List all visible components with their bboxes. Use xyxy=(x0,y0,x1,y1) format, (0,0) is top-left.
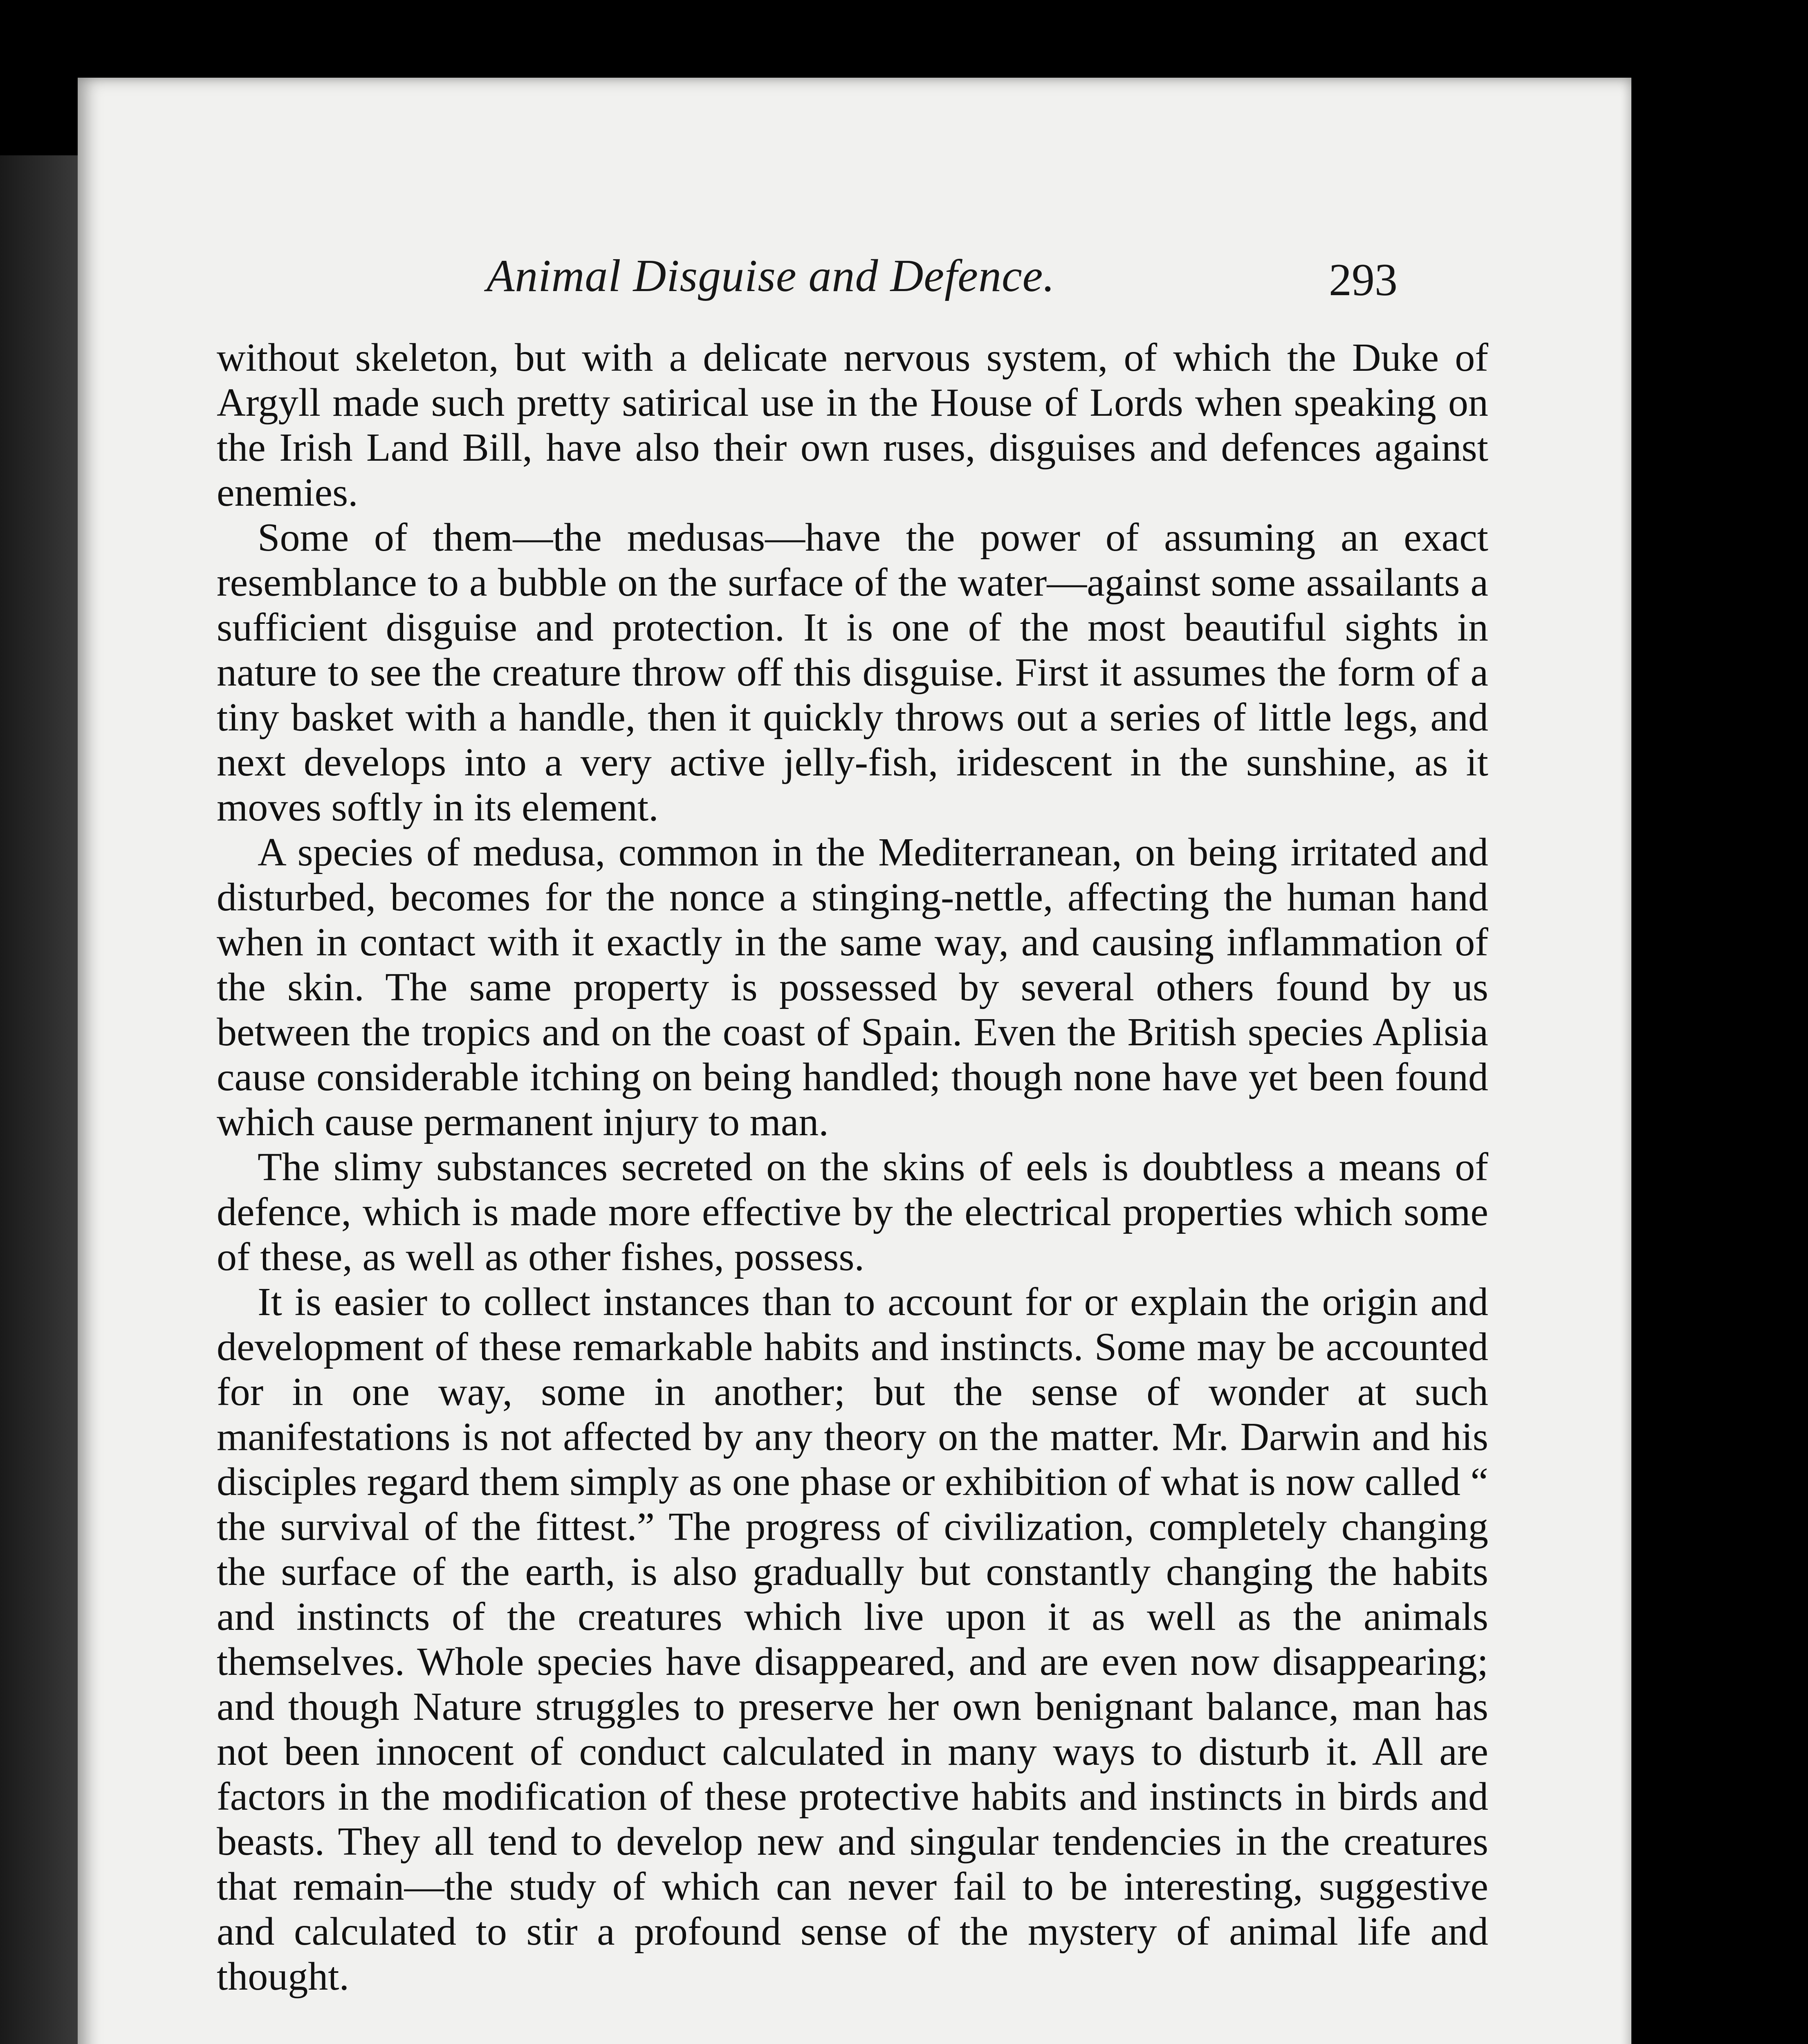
page-number: 293 xyxy=(1329,255,1397,305)
paragraph-1: without skeleton, but with a delicate nervous system, of which the Duke of Argyll made such pretty satirical use in the House of Lords when speaking on the Irish Land Bill, have also their own ruses, disguises and defences against enemies. xyxy=(217,336,1488,515)
previous-page-edge xyxy=(0,155,78,2044)
running-head xyxy=(78,241,1631,311)
paragraph-2: Some of them—the medusas—have the power of assuming an exact resemblance to a bubble on the surface of the water—against some assailants a sufficient disguise and protection. It is one of the most beautiful sights in nature to see the creature throw off this disguise. First it assumes the form of a tiny basket with a handle, then it quickly throws out a series of little legs, and next develops into a very active jelly-fish, iridescent in the sunshine, as it moves softly in its element. xyxy=(217,515,1488,829)
body-text xyxy=(217,335,1488,1999)
running-title: Animal Disguise and Defence. xyxy=(487,251,1055,301)
book-page xyxy=(78,78,1631,2044)
paragraph-5: It is easier to collect instances than to account for or explain the origin and development of these remarkable habits and instincts. Some may be accounted for in one way, some in another; but the sense of wonder at such manifestations is not affected by any theory on the matter. Mr. Darwin and his disciples regard them simply as one phase or exhibition of what is now called “ the survival of the fittest.” The progress of civilization, completely changing the surface of the earth, is also gradually but constantly changing the habits and instincts of the creatures which live upon it as well as the animals themselves. Whole species have disappeared, and are even now disappearing; and though Nature struggles to preserve her own benignant balance, man has not been innocent of conduct calculated in many ways to disturb it. All are factors in the modification of these protective habits and instincts in birds and beasts. They all tend to develop new and singular tendencies in the creatures that remain—the study of which can never fail to be interesting, suggestive and calculated to stir a profound sense of the mystery of animal life and thought. xyxy=(217,1280,1488,1999)
paragraph-4: The slimy substances secreted on the skins of eels is doubtless a means of defence, which is made more effective by the electrical properties which some of these, as well as other fishes, possess. xyxy=(217,1145,1488,1279)
paragraph-3: A species of medusa, common in the Mediterranean, on being irritated and disturbed, becomes for the nonce a stinging-nettle, affecting the human hand when in contact with it exactly in the same way, and causing inflammation of the skin. The same property is possessed by several others found by us between the tropics and on the coast of Spain. Even the British species Aplisia cause considerable itching on being handled; though none have yet been found which cause permanent injury to man. xyxy=(217,830,1488,1144)
